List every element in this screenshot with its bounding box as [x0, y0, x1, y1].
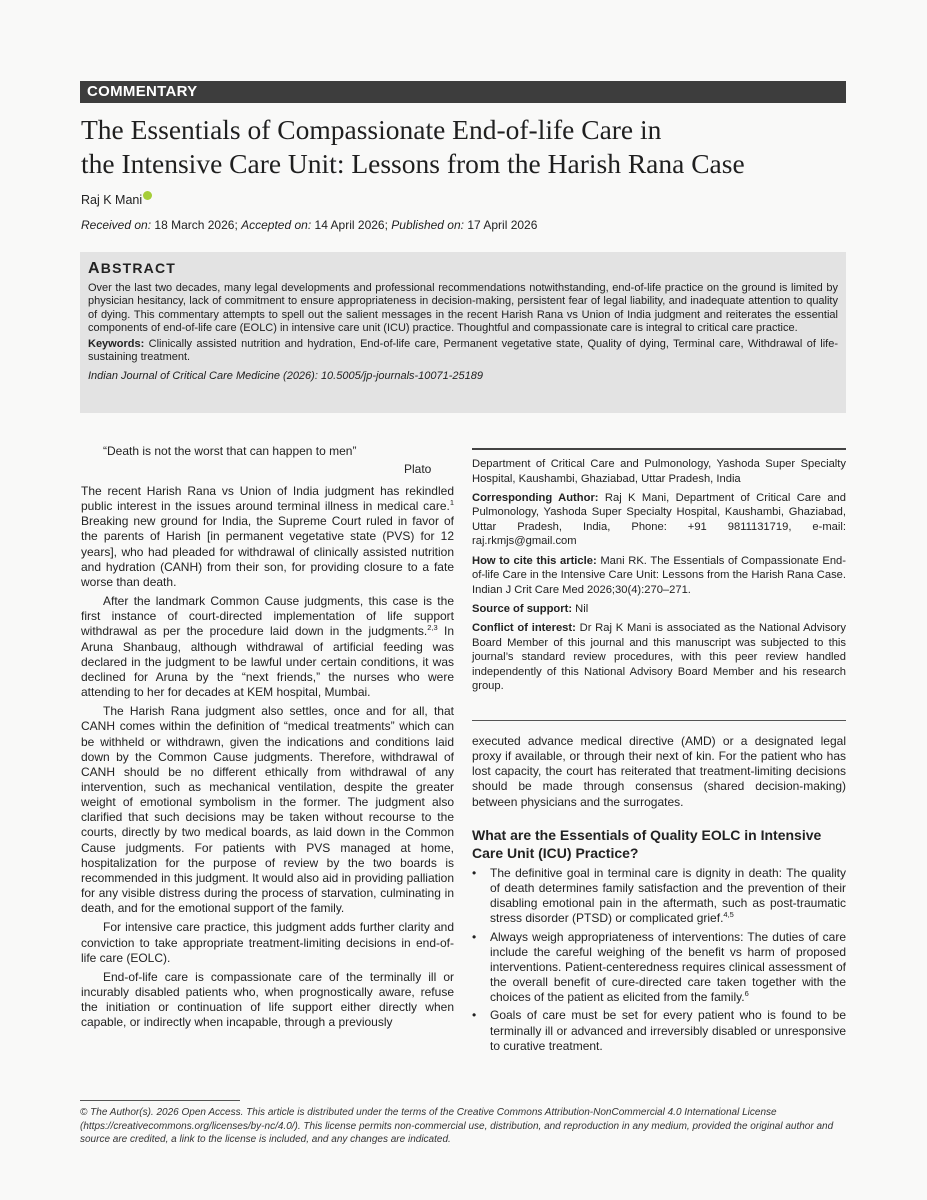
received-date: 18 March 2026; [154, 218, 238, 232]
abstract-heading [88, 260, 838, 277]
bullet-icon: • [472, 1008, 477, 1023]
affiliation-top-rule [472, 448, 846, 450]
support-text: Nil [572, 602, 589, 615]
license-footer: © The Author(s). 2026 Open Access. This article is distributed under the terms of the Creative Commons Attribution-NonCommercial 4.0 International License (https://creativecommons.org/licenses/by-nc/4.0/). This license permits non-commercial use, distribution, and reproduction in any medium, provided the original author and source are credited, a link to the license is included, and any changes are indicated. [80, 1107, 834, 1146]
paragraph-4: For intensive care practice, this judgment adds further clarity and conviction to take appropriate treatment-limiting decisions in end-of-life care (EOLC). [81, 920, 454, 965]
paragraph-1-text-b: Breaking new ground for India, the Supreme Court ruled in favor of the parents of Harish [in permanent vegetative state (PVS) for 12 years], who had pleaded for withdrawal of clinically assisted nutrition and hydration (CANH) from their son, for providing closure to a fate worse than death. [81, 514, 454, 589]
section-heading: What are the Essentials of Quality EOLC in Intensive Care Unit (ICU) Practice? [472, 827, 822, 861]
paragraph-5: End-of-life care is compassionate care of the terminally ill or incurably disabled patients who, when prognostically aware, refuse the initiation or continuation of life support either directly when capable, or indirectly when incapable, through a previously [81, 969, 454, 1030]
list-item-text: Goals of care must be set for every patient who is found to be terminally ill or advanced and irreversibly disabled or unresponsive to curative treatment. [490, 1008, 846, 1053]
how-to-cite [472, 554, 846, 598]
article-title [81, 113, 861, 181]
epigraph-quote: “Death is not the worst that can happen to men” [103, 444, 357, 458]
affiliation-block [472, 457, 846, 698]
paragraph-2-text-a: After the landmark Common Cause judgments, this case is the first instance of court-directed implementation of life support withdrawal as per the procedure laid down in the judgments. [81, 594, 454, 639]
received-label: Received on: [81, 218, 152, 232]
list-item-text: Always weigh appropriateness of interventions: The duties of care include the careful weighing of the benefit vs harm of proposed interventions. Patient-centeredness requires clinical assessment of the overall benefit of cure-directed care taken together with the choices of the patient as elicited from the family. [490, 929, 846, 1005]
footer-rule [80, 1100, 240, 1101]
accepted-date: 14 April 2026; [314, 218, 388, 232]
essentials-list [472, 866, 846, 1057]
title-line-1: The Essentials of Compassionate End-of-life Care in [81, 114, 662, 145]
keywords-text: Clinically assisted nutrition and hydration, End-of-life care, Permanent vegetative state, Quality of dying, Terminal care, Withdrawal of life-sustaining treatment. [88, 337, 838, 364]
source-of-support [472, 602, 846, 617]
left-column [81, 484, 454, 1034]
author-line [81, 193, 152, 207]
paragraph-1-text-a: The recent Harish Rana vs Union of India judgment has rekindled public interest in the issues around terminal illness in medical care. [81, 484, 454, 514]
published-label: Published on: [391, 218, 464, 232]
corresponding-author [472, 491, 846, 549]
abstract-heading-initial: A [88, 260, 101, 277]
bullet-icon: • [472, 866, 477, 880]
paragraph-2-text-b: In Aruna Shanbaug, although withdrawal of artificial feeding was declared in the judgment to be lawful under certain conditions, it was declined for Aruna by the “next friends,” the nurses who were attending to her for decades at KEM hospital, Mumbai. [81, 624, 454, 700]
journal-citation: Indian Journal of Critical Care Medicine (2026): 10.5005/jp-journals-10071-25189 [88, 370, 484, 383]
conflict-text: Dr Raj K Mani is associated as the National Advisory Board Member of this journal and this manuscript was subjected to this journal’s standard review procedures, with this peer review handled independently of this National Advisory Board Member and his research group. [472, 621, 846, 693]
keywords-label: Keywords: [88, 337, 145, 350]
list-item [472, 866, 846, 927]
paragraph-1 [81, 484, 454, 590]
support-label: Source of support: [472, 602, 573, 615]
abstract-text: Over the last two decades, many legal developments and professional recommendations notwithstanding, end-of-life practice on the ground is limited by physician hesitancy, lack of commitment to ensure appropriateness in decision-making, persistent fear of legal liability, and inadequate attention to quality of dying. This commentary attempts to spell out the salient messages in the recent Harish Rana vs Union of India judgment and reiterates the essential components of end-of-life care (EOLC) in intensive care unit (ICU) practice. Thoughtful and compassionate care is integral to critical care practice. [88, 282, 838, 335]
bullet-icon: • [472, 929, 477, 944]
list-item [472, 930, 846, 1006]
right-column-continued: executed advance medical directive (AMD) or a designated legal proxy if available, or through their next of kin. For the patient who has lost capacity, the court has reiterated that treatment-limiting decisions should be made through consensus (shared decision-making) between physicians and the surrogates. [472, 734, 846, 809]
list-item-text: The definitive goal in terminal care is dignity in death: The quality of death determines family satisfaction and the prevention of their disabling emotional pain in the aftermath, such as post-traumatic stress disorder (PTSD) or complicated grief. [490, 866, 846, 926]
department: Department of Critical Care and Pulmonology, Yashoda Super Specialty Hospital, Kaushambi, Ghaziabad, Uttar Pradesh, India [472, 458, 846, 485]
keywords [88, 338, 838, 365]
corresponding-text: Raj K Mani, Department of Critical Care and Pulmonology, Yashoda Super Specialty Hospital, Kaushambi, Ghaziabad, Uttar Pradesh, India, Phone: +91 9811131719, e-mail: raj.rkmjs@gmail.com [472, 491, 846, 548]
conflict-label: Conflict of interest: [472, 621, 576, 634]
abstract-heading-rest: BSTRACT [100, 260, 177, 276]
publication-dates [81, 218, 537, 232]
corresponding-label: Corresponding Author: [472, 491, 599, 504]
epigraph-attribution: Plato [404, 462, 432, 476]
paragraph-3: The Harish Rana judgment also settles, once and for all, that CANH comes within the definition of “medical treatments” which can be withheld or withdrawn, given the indications and conditions laid down by the Common Cause judgments. Therefore, withdrawal of CANH should be no different ethically from withdrawal of any intervention, such as mechanical ventilation, despite the greater weight of emotional symbolism in the former. The judgment also clarified that such decisions may be taken without recourse to the courts, directly by two medical boards, as laid down in the Common Cause judgments. For patients with PVS managed at home, hospitalization for the purpose of review by the two boards is recommended in this judgment. It would also aid in providing palliation for any visible distress during the process of starvation, culminating in death, and for the emotional support of the family. [81, 704, 454, 916]
cite-label: How to cite this article: [472, 554, 597, 567]
cite-text: Mani RK. The Essentials of Compassionate End-of-life Care in the Intensive Care Unit: Lessons from the Harish Rana Case. Indian J Crit Care Med 2026;30(4):270–271. [472, 554, 846, 596]
reference-sup[interactable]: 6 [744, 989, 749, 999]
abstract-box [80, 252, 846, 413]
paragraph-2 [81, 594, 454, 700]
conflict-of-interest [472, 621, 846, 694]
section-label: COMMENTARY [80, 81, 846, 103]
title-line-2: the Intensive Care Unit: Lessons from the Harish Rana Case [81, 148, 745, 179]
list-item [472, 1008, 846, 1053]
reference-sup[interactable]: 2,3 [427, 623, 438, 633]
reference-sup[interactable]: 4,5 [723, 910, 734, 920]
published-date: 17 April 2026 [467, 218, 538, 232]
reference-sup[interactable]: 1 [449, 498, 454, 508]
orcid-icon[interactable] [143, 191, 152, 200]
author-name: Raj K Mani [81, 193, 143, 207]
accepted-label: Accepted on: [241, 218, 312, 232]
affiliation-bottom-rule [472, 720, 846, 721]
